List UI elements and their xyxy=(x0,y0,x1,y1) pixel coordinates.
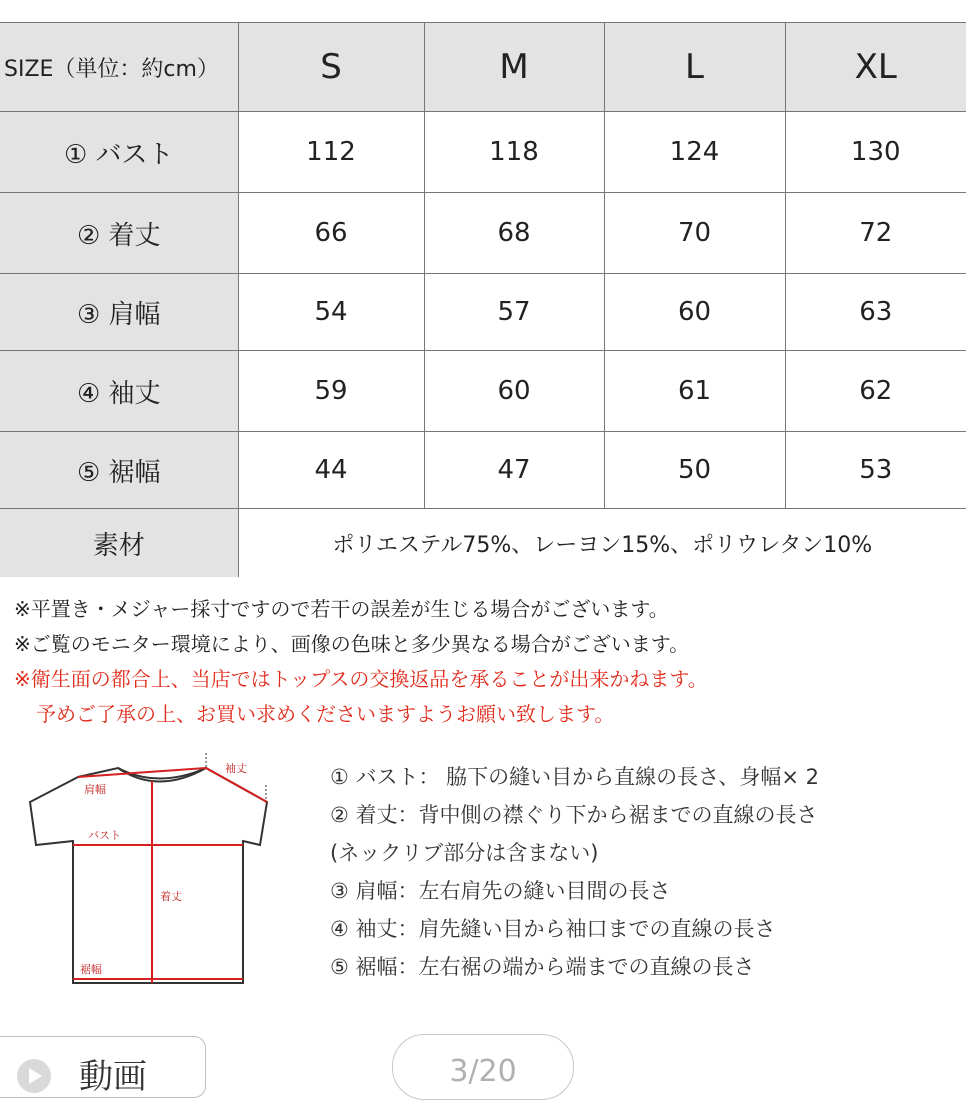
table-cell: 47 xyxy=(424,432,604,509)
definition-shoulder: ③ 肩幅：左右肩先の縫い目間の長さ xyxy=(330,879,671,903)
definition-length: ② 着丈：背中側の襟ぐり下から裾までの直線の長さ xyxy=(330,803,818,827)
table-cell: 70 xyxy=(604,193,785,274)
table-cell: 50 xyxy=(604,432,785,509)
table-cell: 112 xyxy=(238,112,424,193)
table-cell: 72 xyxy=(785,193,966,274)
table-row-length xyxy=(0,193,966,274)
table-cell: 61 xyxy=(604,351,785,432)
note-return-policy: ※衛生面の都合上、当店ではトップスの交換返品を承ることが出来かねます。 xyxy=(14,667,708,691)
definition-bust: ① バスト： 脇下の縫い目から直線の長さ、身幅× 2 xyxy=(330,765,819,789)
tshirt-measurement-diagram xyxy=(20,745,310,995)
table-cell: 60 xyxy=(424,351,604,432)
table-cell: 66 xyxy=(238,193,424,274)
row-label: ④ 袖丈 xyxy=(0,351,238,432)
play-icon xyxy=(17,1059,51,1093)
measurement-definitions xyxy=(330,758,970,986)
table-cell: 62 xyxy=(785,351,966,432)
note-monitor: ※ご覧のモニター環境により、画像の色味と多少異なる場合がございます。 xyxy=(14,632,690,656)
label-shoulder: 肩幅 xyxy=(84,783,106,796)
note-measurement: ※平置き・メジャー採寸ですので若干の誤差が生じる場合がございます。 xyxy=(14,597,669,621)
size-header-s: S xyxy=(238,23,424,112)
table-cell: 130 xyxy=(785,112,966,193)
table-cell: 57 xyxy=(424,274,604,351)
table-row-shoulder xyxy=(0,274,966,351)
row-label: ③ 肩幅 xyxy=(0,274,238,351)
definition-length-note: (ネックリブ部分は含まない) xyxy=(330,841,599,865)
pager-text: 3/20 xyxy=(449,1054,517,1089)
material-value: ポリエステル75%、レーヨン15%、ポリウレタン10% xyxy=(238,509,966,578)
label-length: 着丈 xyxy=(160,890,182,903)
table-cell: 68 xyxy=(424,193,604,274)
size-table xyxy=(0,22,966,577)
row-label: ② 着丈 xyxy=(0,193,238,274)
material-label: 素材 xyxy=(0,509,238,578)
table-row-bust xyxy=(0,112,966,193)
table-cell: 118 xyxy=(424,112,604,193)
video-button-label: 動画 xyxy=(79,1057,147,1097)
table-cell: 53 xyxy=(785,432,966,509)
definition-hem: ⑤ 裾幅：左右裾の端から端までの直線の長さ xyxy=(330,955,755,979)
table-cell: 60 xyxy=(604,274,785,351)
table-cell: 54 xyxy=(238,274,424,351)
image-pager[interactable] xyxy=(392,1034,574,1100)
row-label: ① バスト xyxy=(0,112,238,193)
table-row-material xyxy=(0,509,966,578)
table-cell: 124 xyxy=(604,112,785,193)
definition-sleeve: ④ 袖丈：肩先縫い目から袖口までの直線の長さ xyxy=(330,917,776,941)
size-header-m: M xyxy=(424,23,604,112)
size-header-xl: XL xyxy=(785,23,966,112)
size-header-row xyxy=(0,23,966,112)
notes xyxy=(14,592,964,732)
table-cell: 59 xyxy=(238,351,424,432)
tshirt-icon xyxy=(20,745,310,995)
row-label: ⑤ 裾幅 xyxy=(0,432,238,509)
video-button[interactable] xyxy=(0,1036,206,1098)
table-row-sleeve xyxy=(0,351,966,432)
note-return-policy-cont: 予めご了承の上、お買い求めくださいますようお願い致します。 xyxy=(36,702,615,726)
table-row-hem xyxy=(0,432,966,509)
label-hem: 裾幅 xyxy=(80,963,102,976)
size-header-l: L xyxy=(604,23,785,112)
label-sleeve: 袖丈 xyxy=(225,762,247,775)
table-cell: 63 xyxy=(785,274,966,351)
size-unit-header: SIZE（単位：約cm） xyxy=(0,23,238,112)
label-bust: バスト xyxy=(88,829,121,842)
table-cell: 44 xyxy=(238,432,424,509)
